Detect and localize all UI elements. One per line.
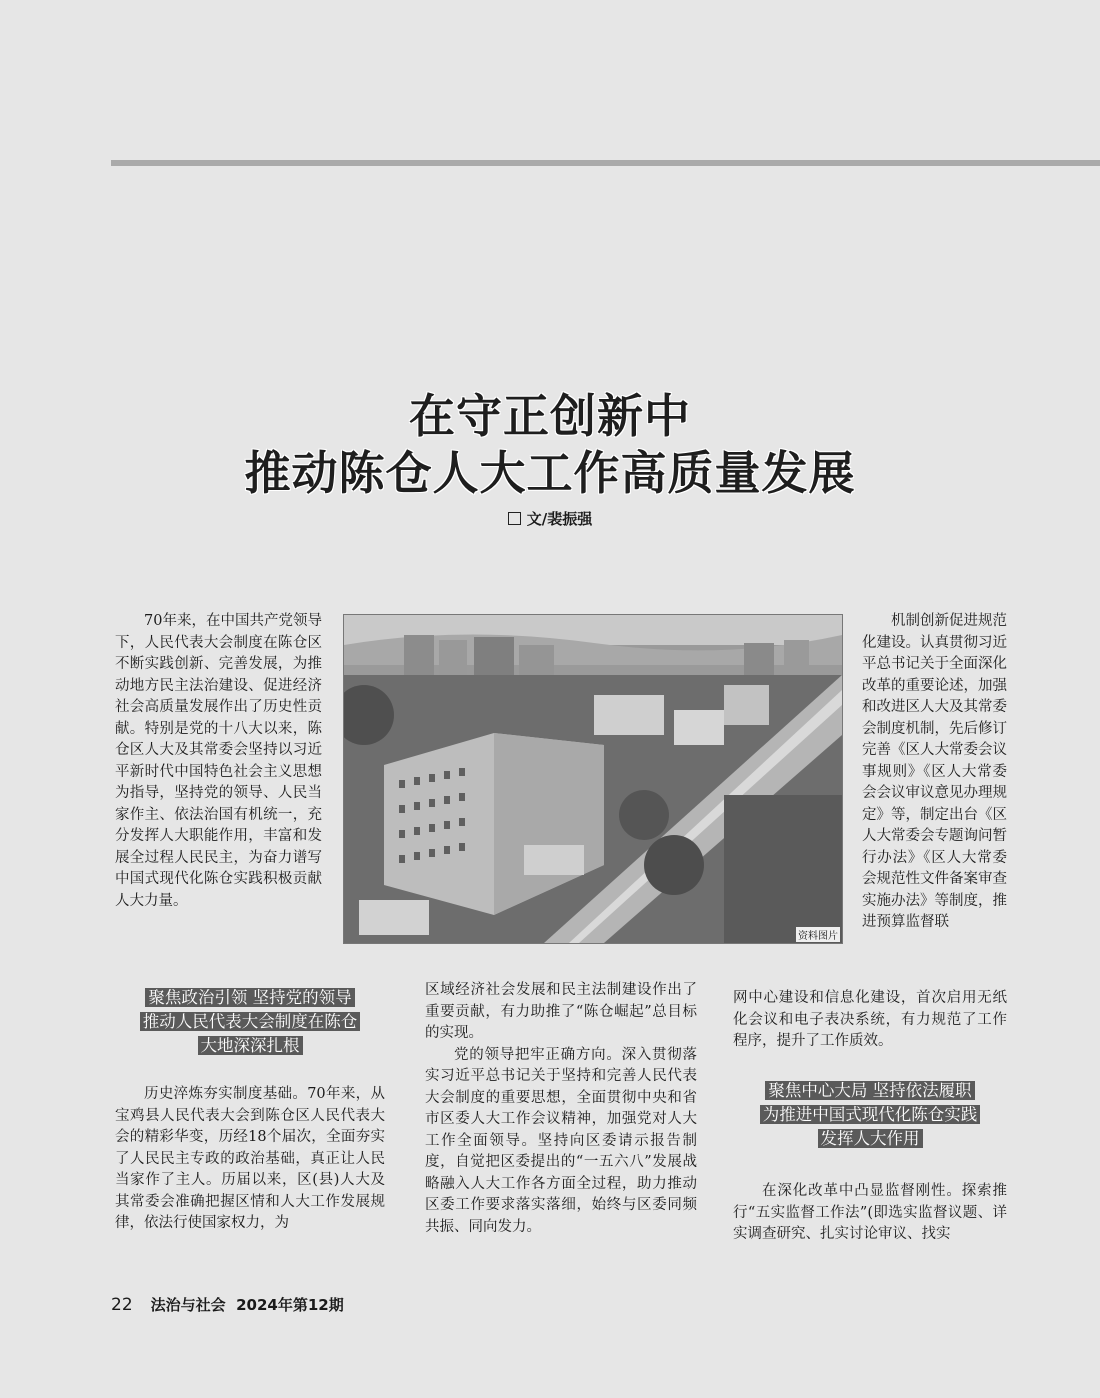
page-footer <box>111 1294 344 1315</box>
section-heading-1-line-3: 大地深深扎根 <box>198 1036 303 1055</box>
section-heading-2-line-1: 聚焦中心大局 坚持依法履职 <box>765 1081 974 1100</box>
article-title-line-1: 在守正创新中 <box>409 389 691 443</box>
issue-label: 2024年第12期 <box>236 1296 344 1314</box>
section-heading-2-line-2: 为推进中国式现代化陈仓实践 <box>760 1105 981 1124</box>
section-heading-1-line-2: 推动人民代表大会制度在陈仓 <box>140 1012 361 1031</box>
column-3-continued-paragraph: 网中心建设和信息化建设，首次启用无纸化会议和电子表决系统，有力规范了工作程序，提升了工作质效。 <box>733 990 1007 1049</box>
section-heading-1-line-1: 聚焦政治引领 坚持党的领导 <box>145 988 354 1007</box>
column-1-body-paragraph: 历史淬炼夯实制度基础。70年来，从宝鸡县人民代表大会到陈仓区人民代表大会的精彩华变，历经18个届次，全面夯实了人民民主专政的政治基础，真正让人民当家作了主人。历届以来，区(县)人大及其常委会准确把握区情和人大工作发展规律，依法行使国家权力，为 <box>115 1086 385 1231</box>
byline-text: 文/裴振强 <box>526 510 593 528</box>
section-heading-2-line-3: 发挥人大作用 <box>818 1129 923 1148</box>
column-3-body <box>733 1181 1007 1246</box>
column-2-paragraph-1: 区域经济社会发展和民主法制建设作出了重要贡献，有力助推了“陈仓崛起”总目标的实现。 <box>425 982 697 1041</box>
photo-credit: 资料图片 <box>796 927 840 942</box>
section-heading-1 <box>115 986 385 1058</box>
column-1-body <box>115 1084 385 1235</box>
column-3-top <box>862 611 1007 934</box>
column-3-continued <box>733 988 1007 1053</box>
section-heading-2 <box>733 1079 1007 1151</box>
top-rule <box>111 160 1100 166</box>
magazine-name: 法治与社会 <box>150 1296 226 1314</box>
city-aerial-photo <box>343 614 843 944</box>
article-title-line-2: 推动陈仓人大工作高质量发展 <box>244 446 856 500</box>
column-3-top-paragraph: 机制创新促进规范化建设。认真贯彻习近平总书记关于全面深化改革的重要论述，加强和改进区人大及其常委会制度机制，先后修订完善《区人大常委会议事规则》《区人大常委会会议审议意见办理规定》等，制定出台《区人大常委会专题询问暂行办法》《区人大常委会规范性文件备案审查实施办法》等制度，推进预算监督联 <box>862 613 1007 930</box>
byline <box>0 508 1100 529</box>
column-2-paragraph-2: 党的领导把牢正确方向。深入贯彻落实习近平总书记关于坚持和完善人民代表大会制度的重要思想，全面贯彻中央和省市区委人大工作会议精神，加强党对人大工作全面领导。坚持向区委请示报告制度，自觉把区委提出的“一五六八”发展战略融入人大工作各方面全过程，助力推动区委工作要求落实落细，始终与区委同频共振、同向发力。 <box>425 1046 697 1235</box>
city-aerial-illustration <box>344 615 842 943</box>
square-icon <box>508 512 521 525</box>
column-3-body-paragraph: 在深化改革中凸显监督刚性。探索推行“五实监督工作法”(即选实监督议题、详实调查研究、扎实讨论审议、找实 <box>733 1183 1007 1242</box>
intro-paragraph: 70年来，在中国共产党领导下，人民代表大会制度在陈仓区不断实践创新、完善发展，为推动地方民主法治建设、促进经济社会高质量发展作出了历史性贡献。特别是党的十八大以来，陈仓区人大及其常委会坚持以习近平新时代中国特色社会主义思想为指导，坚持党的领导、人民当家作主、依法治国有机统一，充分发挥人大职能作用，丰富和发展全过程人民民主，为奋力谱写中国式现代化陈仓实践积极贡献人大力量。 <box>115 613 322 909</box>
page-number: 22 <box>111 1295 133 1315</box>
column-1-intro <box>115 611 322 912</box>
column-2 <box>425 980 697 1238</box>
